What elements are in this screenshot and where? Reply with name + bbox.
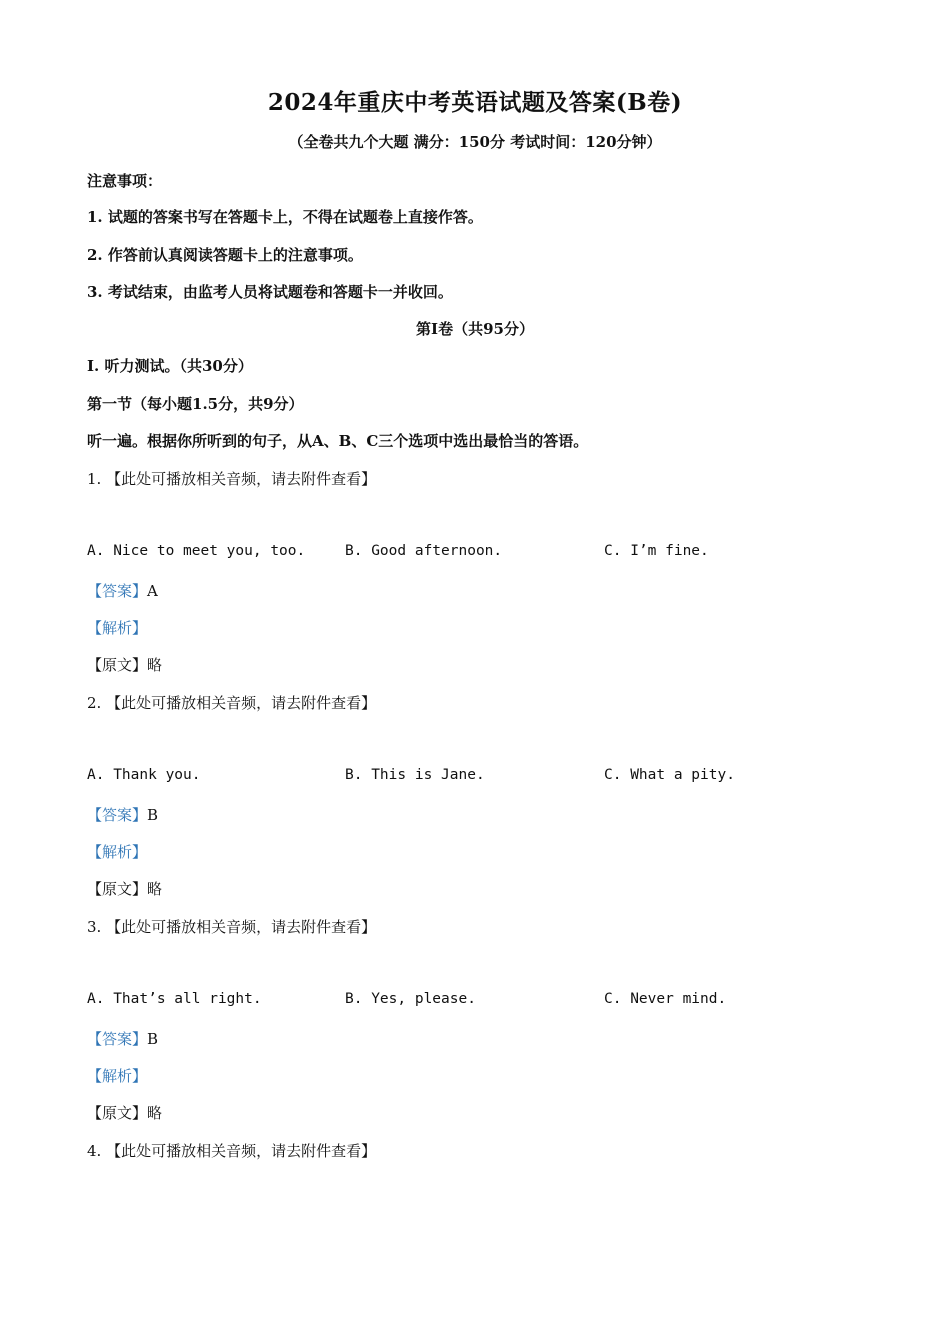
answer-value: B [147, 1030, 159, 1048]
section-heading: Ⅰ. 听力测试。（共30分） [87, 357, 253, 375]
option-a: A. Thank you. [87, 767, 201, 783]
question-prompt: 3. 【此处可播放相关音频，请去附件查看】 [87, 918, 377, 936]
option-c: C. Never mind. [604, 991, 727, 1007]
analysis-tag: 【解析】 [87, 1067, 148, 1085]
notes-heading: 注意事项： [87, 172, 163, 190]
notes-item: 3. 考试结束，由监考人员将试题卷和答题卡一并收回。 [87, 283, 453, 301]
question-prompt: 1. 【此处可播放相关音频，请去附件查看】 [87, 470, 377, 488]
notes-item: 2. 作答前认真阅读答题卡上的注意事项。 [87, 246, 363, 264]
notes-item: 1. 试题的答案书写在答题卡上，不得在试题卷上直接作答。 [87, 208, 483, 226]
exam-info: （全卷共九个大题 满分：150分 考试时间：120分钟） [288, 133, 662, 151]
question-prompt: 2. 【此处可播放相关音频，请去附件查看】 [87, 694, 377, 712]
analysis-tag: 【解析】 [87, 843, 148, 861]
question-prompt: 4. 【此处可播放相关音频，请去附件查看】 [87, 1142, 377, 1160]
option-b: B. Yes, please. [345, 991, 476, 1007]
answer-tag: 【答案】 [87, 806, 148, 824]
answer-value: A [147, 582, 158, 600]
instruction: 听一遍。根据你所听到的句子，从A、B、C三个选项中选出最恰当的答语。 [87, 432, 589, 450]
original-text: 【原文】略 [87, 656, 163, 674]
analysis-tag: 【解析】 [87, 619, 148, 637]
option-a: A. That’s all right. [87, 991, 262, 1007]
option-a: A. Nice to meet you, too. [87, 543, 306, 559]
option-b: B. This is Jane. [345, 767, 485, 783]
answer-line [87, 804, 158, 825]
answer-tag: 【答案】 [87, 582, 148, 600]
original-text: 【原文】略 [87, 1104, 163, 1122]
volume-heading: 第Ⅰ卷（共95分） [416, 320, 534, 338]
answer-line [87, 580, 158, 601]
option-b: B. Good afternoon. [345, 543, 503, 559]
answer-value: B [147, 806, 159, 824]
option-c: C. What a pity. [604, 767, 735, 783]
original-text: 【原文】略 [87, 880, 163, 898]
part-heading: 第一节（每小题1.5分，共9分） [87, 395, 304, 413]
answer-tag: 【答案】 [87, 1030, 148, 1048]
page-title: 2024年重庆中考英语试题及答案(B卷) [267, 89, 683, 116]
answer-line [87, 1028, 158, 1049]
option-c: C. I’m fine. [604, 543, 709, 559]
